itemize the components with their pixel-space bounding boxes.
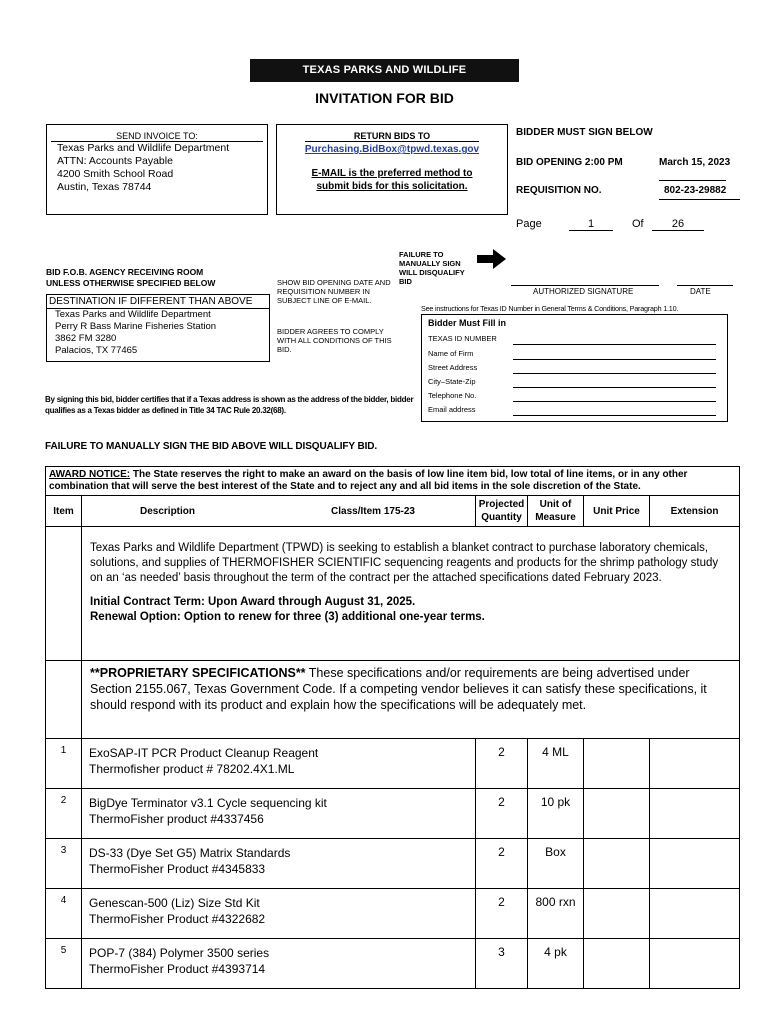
date-line[interactable] bbox=[677, 285, 733, 286]
field-label: Name of Firm bbox=[428, 349, 474, 358]
item-description bbox=[82, 939, 476, 989]
field-label: City–State-Zip bbox=[428, 377, 476, 386]
item-description bbox=[82, 789, 476, 839]
item-name: DS-33 (Dye Set G5) Matrix Standards bbox=[89, 846, 291, 860]
col-unit-of-measure: Unit of Measure bbox=[528, 496, 584, 527]
date-label: DATE bbox=[690, 287, 711, 296]
item-product-number: ThermoFisher product #4337456 bbox=[89, 812, 264, 826]
return-bids-label: RETURN BIDS TO bbox=[305, 131, 479, 142]
page-label: Page bbox=[516, 218, 542, 230]
col-description bbox=[82, 496, 476, 527]
arrow-right-icon bbox=[477, 249, 507, 269]
field-label: Street Address bbox=[428, 363, 478, 372]
email-note-line2: submit bids for this solicitation. bbox=[316, 181, 468, 192]
texas-id-instructions: See instructions for Texas ID Number in General Terms & Conditions, Paragraph 1.10. bbox=[421, 304, 679, 313]
email-field[interactable] bbox=[513, 415, 716, 416]
col-class-item: Class/Item 175-23 bbox=[331, 505, 415, 517]
item-extension[interactable] bbox=[650, 789, 740, 839]
email-note-line1: E-MAIL is the preferred method to bbox=[311, 168, 473, 179]
item-name: Genescan-500 (Liz) Size Std Kit bbox=[89, 896, 260, 910]
email-preferred-note bbox=[277, 167, 507, 193]
table-row bbox=[46, 889, 740, 939]
item-unit-of-measure: 4 ML bbox=[528, 739, 584, 789]
item-product-number: ThermoFisher Product #4322682 bbox=[89, 912, 266, 926]
item-description bbox=[82, 739, 476, 789]
proprietary-specifications bbox=[82, 661, 740, 739]
renewal-option: Renewal Option: Option to renew for three (3) additional one-year terms. bbox=[90, 611, 485, 623]
field-label: Telephone No. bbox=[428, 391, 477, 400]
destination-label: DESTINATION IF DIFFERENT THAN ABOVE bbox=[47, 295, 269, 309]
city-state-zip-field[interactable] bbox=[513, 387, 716, 388]
date-underline bbox=[659, 180, 726, 181]
texas-bidder-certify-note: By signing this bid, bidder certifies that if a Texas address is shown as the address of the bidder, bidder qualifies as a Texas bidder as defined in Title 34 TAC Rule 20.32(68). bbox=[45, 395, 414, 415]
destination-line: Texas Parks and Wildlife Department bbox=[55, 309, 211, 320]
street-address-field[interactable] bbox=[513, 373, 716, 374]
invoice-line: 4200 Smith School Road bbox=[57, 168, 174, 180]
destination-box bbox=[46, 294, 270, 362]
item-quantity: 2 bbox=[476, 739, 528, 789]
item-unit-of-measure: Box bbox=[528, 839, 584, 889]
bid-items-table bbox=[45, 466, 740, 989]
award-notice-label: AWARD NOTICE: bbox=[49, 469, 131, 480]
item-extension[interactable] bbox=[650, 889, 740, 939]
fob-line1: BID F.O.B. AGENCY RECEIVING ROOM bbox=[46, 267, 204, 277]
table-row bbox=[46, 739, 740, 789]
disqualify-warning: FAILURE TO MANUALLY SIGN THE BID ABOVE WILL DISQUALIFY BID. bbox=[45, 441, 378, 452]
bid-opening-date: March 15, 2023 bbox=[659, 157, 731, 168]
bidbox-email-link[interactable]: Purchasing.BidBox@tpwd.texas.gov bbox=[304, 144, 480, 155]
destination-line: Perry R Bass Marine Fisheries Station bbox=[55, 321, 217, 332]
bidder-sign-label: BIDDER MUST SIGN BELOW bbox=[516, 127, 653, 138]
award-notice bbox=[46, 467, 740, 496]
contract-term: Initial Contract Term: Upon Award through August 31, 2025. bbox=[90, 596, 416, 608]
col-description-label: Description bbox=[140, 505, 196, 517]
item-product-number: Thermofisher product # 78202.4X1.ML bbox=[89, 762, 295, 776]
award-notice-text: The State reserves the right to make an award on the basis of low line item bid, low total of line items, or in any other combination that will serve the best interest of the State and to reject any and all bid items in the sole discretion of the State. bbox=[49, 469, 688, 492]
requisition-label: REQUISITION NO. bbox=[516, 185, 602, 196]
item-number: 2 bbox=[46, 789, 82, 839]
proprietary-label: **PROPRIETARY SPECIFICATIONS** bbox=[90, 666, 306, 680]
item-unit-of-measure: 10 pk bbox=[528, 789, 584, 839]
send-invoice-box bbox=[46, 124, 268, 215]
item-unit-price[interactable] bbox=[584, 839, 650, 889]
item-description bbox=[82, 839, 476, 889]
authorized-signature-label: AUTHORIZED SIGNATURE bbox=[533, 287, 634, 296]
bidder-fill-in-box bbox=[421, 314, 728, 422]
invoice-line: Austin, Texas 78744 bbox=[57, 181, 152, 193]
col-item: Item bbox=[46, 496, 82, 527]
item-unit-of-measure: 800 rxn bbox=[528, 889, 584, 939]
agency-banner: TEXAS PARKS AND WILDLIFE bbox=[250, 59, 519, 82]
item-quantity: 2 bbox=[476, 789, 528, 839]
table-row bbox=[46, 939, 740, 989]
of-label: Of bbox=[632, 218, 644, 230]
table-row bbox=[46, 789, 740, 839]
fob-line2: UNLESS OTHERWISE SPECIFIED BELOW bbox=[46, 278, 216, 288]
telephone-field[interactable] bbox=[513, 401, 716, 402]
col-unit-price: Unit Price bbox=[584, 496, 650, 527]
invoice-line: Texas Parks and Wildlife Department bbox=[57, 142, 230, 154]
show-opening-note: SHOW BID OPENING DATE AND REQUISITION NUMBER IN SUBJECT LINE OF E-MAIL. bbox=[277, 278, 391, 305]
item-unit-price[interactable] bbox=[584, 739, 650, 789]
item-extension[interactable] bbox=[650, 839, 740, 889]
item-quantity: 3 bbox=[476, 939, 528, 989]
return-bids-box bbox=[276, 124, 508, 215]
bidder-agrees-note: BIDDER AGREES TO COMPLY WITH ALL CONDITIONS OF THIS BID. bbox=[277, 327, 392, 354]
page-number: 1 bbox=[569, 218, 613, 231]
item-number: 5 bbox=[46, 939, 82, 989]
page-title: INVITATION FOR BID bbox=[315, 90, 454, 106]
item-name: BigDye Terminator v3.1 Cycle sequencing kit bbox=[89, 796, 327, 810]
intro-paragraph: Texas Parks and Wildlife Department (TPWD) is seeking to establish a blanket contract to purchase laboratory chemicals, solutions, and supplies of THERMOFISHER SCIENTIFIC sequencing reagents and products for the shrimp pathology study on an ‘as needed’ basis throughout the term of the contract per the attached specifications dated February 2023. bbox=[90, 542, 719, 584]
table-row bbox=[46, 839, 740, 889]
item-product-number: ThermoFisher Product #4345833 bbox=[89, 862, 266, 876]
item-name: ExoSAP-IT PCR Product Cleanup Reagent bbox=[89, 746, 319, 760]
item-unit-price[interactable] bbox=[584, 889, 650, 939]
bidder-fill-title: Bidder Must Fill in bbox=[428, 318, 506, 328]
requisition-underline bbox=[659, 199, 740, 200]
col-quantity: Projected Quantity bbox=[476, 496, 528, 527]
intro-item-cell bbox=[46, 527, 82, 661]
item-unit-price[interactable] bbox=[584, 939, 650, 989]
item-description bbox=[82, 889, 476, 939]
item-unit-price[interactable] bbox=[584, 789, 650, 839]
signature-line[interactable] bbox=[511, 285, 659, 286]
proprietary-text: These specifications and/or requirements are being advertised under Section 2155.067, Texas Government Code. If a competing vendor believes it can satisfy these specifications, it should respond with its product and explain how the specifications will be adequately met. bbox=[90, 666, 707, 712]
bid-opening-label: BID OPENING 2:00 PM bbox=[516, 157, 623, 168]
firm-name-field[interactable] bbox=[513, 359, 716, 360]
page-total: 26 bbox=[652, 218, 704, 231]
texas-id-field[interactable] bbox=[513, 344, 716, 345]
failure-to-sign-note: FAILURE TO MANUALLY SIGN WILL DISQUALIFY BID bbox=[399, 250, 465, 286]
send-invoice-label: SEND INVOICE TO: bbox=[51, 131, 263, 142]
invoice-line: ATTN: Accounts Payable bbox=[57, 155, 173, 167]
fob-note bbox=[46, 267, 215, 289]
item-number: 1 bbox=[46, 739, 82, 789]
col-extension: Extension bbox=[650, 496, 740, 527]
item-quantity: 2 bbox=[476, 889, 528, 939]
proprietary-item-cell bbox=[46, 661, 82, 739]
intro-description bbox=[82, 527, 740, 661]
destination-line: 3862 FM 3280 bbox=[55, 333, 117, 344]
item-name: POP-7 (384) Polymer 3500 series bbox=[89, 946, 270, 960]
item-number: 4 bbox=[46, 889, 82, 939]
destination-line: Palacios, TX 77465 bbox=[55, 345, 138, 356]
requisition-number: 802-23-29882 bbox=[664, 185, 727, 196]
field-label: TEXAS ID NUMBER bbox=[428, 334, 497, 343]
item-extension[interactable] bbox=[650, 739, 740, 789]
item-extension[interactable] bbox=[650, 939, 740, 989]
field-label: Email address bbox=[428, 405, 476, 414]
item-product-number: ThermoFisher Product #4393714 bbox=[89, 962, 266, 976]
item-unit-of-measure: 4 pk bbox=[528, 939, 584, 989]
item-quantity: 2 bbox=[476, 839, 528, 889]
item-number: 3 bbox=[46, 839, 82, 889]
